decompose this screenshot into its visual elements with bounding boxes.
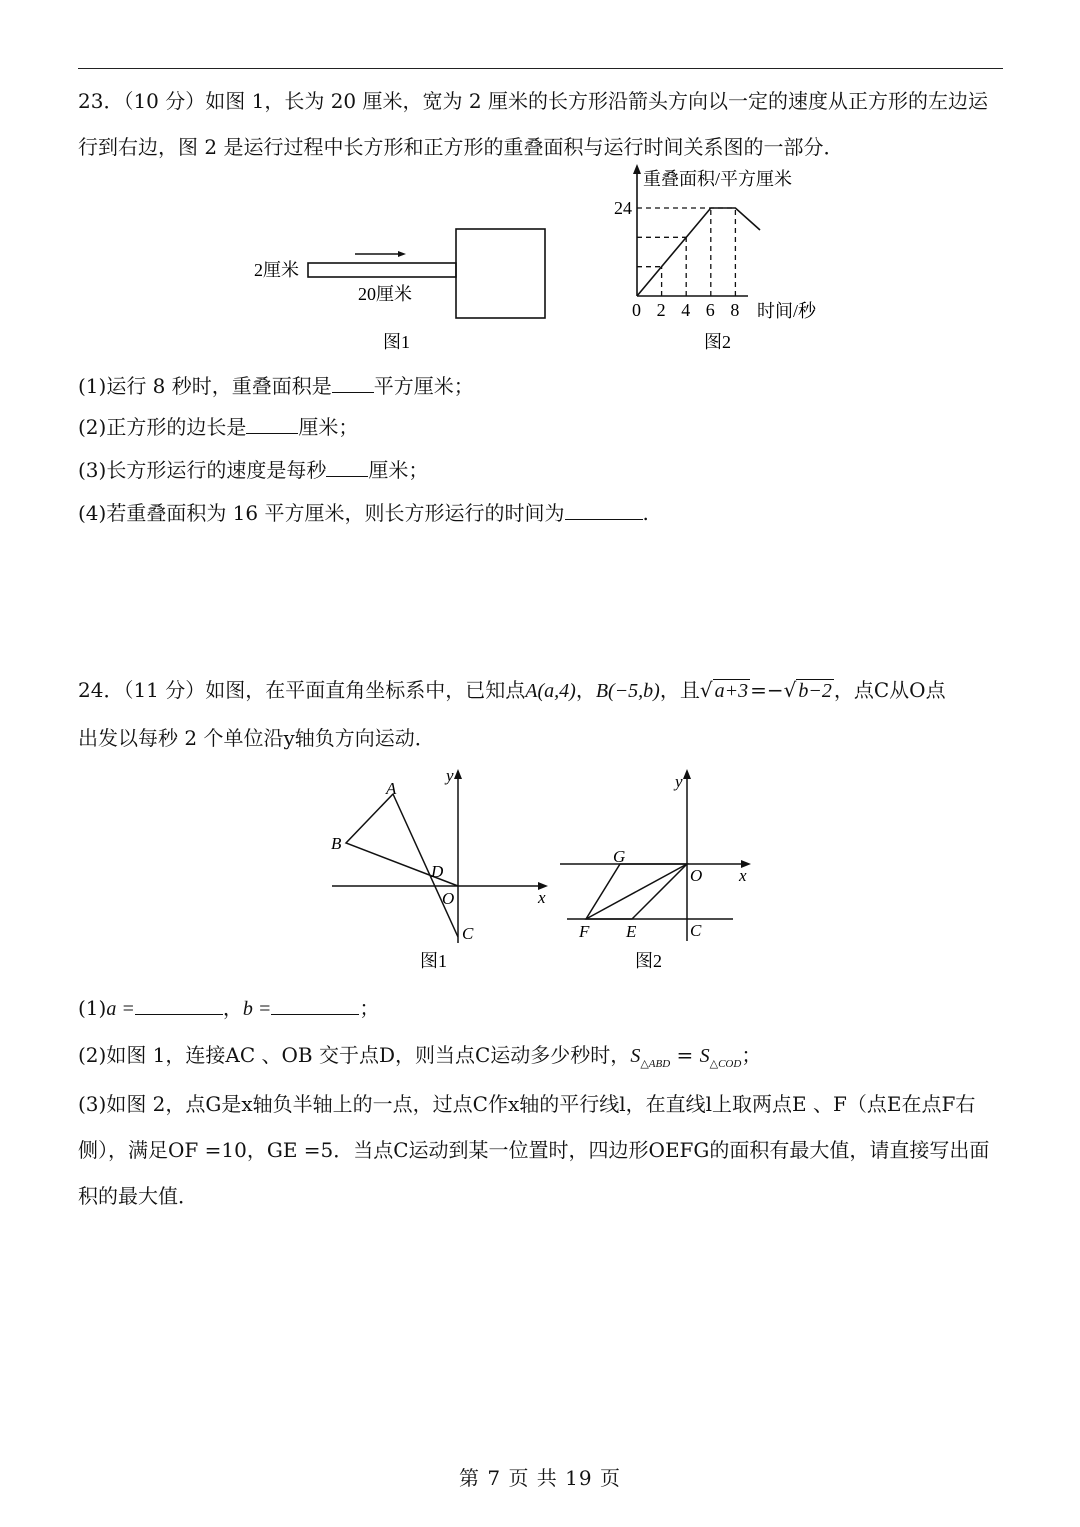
top-rule	[78, 68, 1003, 69]
q24-sub3: (3)如图 2，点G是x轴负半轴上的一点，过点C作x轴的平行线l，在直线l上取两点E 、F（点E在点F右侧），满足OF =10，GE =5．当点C运动到某一位置时，四边形OEFG的面积有最大值，请直接写出面积的最大值．	[78, 1092, 990, 1208]
y-axis-arrow-icon	[633, 164, 641, 174]
label-D: D	[431, 862, 444, 881]
q23-figure-2-chart	[600, 160, 850, 360]
q23-sub1	[78, 370, 474, 399]
q24-stem-b: ，点C从O点	[833, 678, 946, 702]
q23-sub2-text: (2)正方形的边长是	[78, 415, 247, 439]
q24-sub2-end: ；	[741, 1043, 762, 1067]
label-E: E	[626, 922, 637, 941]
q24-sub1-a: a =	[106, 998, 135, 1020]
area-eq: =	[670, 1043, 700, 1067]
q24-fig2-caption: 图2	[635, 951, 662, 971]
y-axis-arrow-icon	[454, 769, 462, 779]
q24-figure-2	[555, 765, 765, 980]
answer-blank[interactable]	[246, 415, 298, 434]
area-s2: S	[699, 1045, 710, 1067]
y-axis-arrow-icon	[683, 769, 691, 779]
label-O: O	[690, 866, 703, 885]
answer-blank[interactable]	[326, 458, 368, 477]
sqrt-expr-1: a+3	[714, 680, 749, 702]
chart-xtick-0: 0	[632, 300, 641, 320]
chart-ytick-24: 24	[614, 198, 632, 218]
sqrt-expr-2: b−2	[798, 680, 832, 702]
page-footer: 第 7 页 共 19 页	[459, 1466, 621, 1490]
q24-sub1	[78, 992, 379, 1021]
area-s2-sub: △COD	[709, 1058, 742, 1070]
rect-width-label: 2厘米	[254, 260, 299, 280]
fig1-caption: 图1	[383, 332, 410, 352]
q24-sub1-end: ；	[359, 996, 380, 1020]
chart-xlabel: 时间/秒	[757, 301, 817, 321]
q23-sub3-text: (3)长方形运行的速度是每秒	[78, 458, 327, 482]
arrow-right-icon	[398, 251, 406, 257]
q24-sub1-num: (1)	[78, 996, 107, 1020]
label-A: A	[386, 779, 397, 798]
area-s1-sub: △ABD	[640, 1058, 671, 1070]
sqrt-sign-icon: √	[783, 678, 797, 702]
answer-blank[interactable]	[565, 501, 643, 520]
label-y: y	[675, 772, 683, 791]
answer-blank[interactable]	[135, 996, 223, 1015]
q24-cond-pre: ，且	[659, 678, 700, 702]
rect-length-label: 20厘米	[358, 284, 412, 304]
equals-neg: =−	[750, 678, 784, 702]
segment-of	[586, 864, 687, 919]
overlap-area-series-line	[637, 208, 760, 296]
q24-stem-a: 24．（11 分）如图，在平面直角坐标系中，已知点	[78, 678, 526, 702]
label-B: B	[331, 834, 342, 853]
q23-sub2	[78, 411, 358, 440]
label-x: x	[739, 866, 747, 885]
sqrt-sign-icon: √	[699, 678, 713, 702]
label-O: O	[442, 889, 455, 908]
q24-sub2	[78, 1039, 761, 1070]
label-G: G	[613, 847, 626, 866]
chart-ylabel: 重叠面积/平方厘米	[643, 169, 793, 189]
answer-blank[interactable]	[332, 374, 374, 393]
q24-figure-1	[320, 765, 560, 980]
q24-sub2-text: (2)如图 1，连接AC 、OB 交于点D，则当点C运动多少秒时，	[78, 1043, 631, 1067]
q23-sub2-unit: 厘米；	[298, 415, 359, 439]
point-b-coord: B(−5,b)	[595, 680, 660, 702]
chart-xtick-4: 4	[681, 300, 691, 320]
q23-sub4	[78, 497, 649, 526]
q23-sub1-text: (1)运行 8 秒时，重叠面积是	[78, 374, 332, 398]
q24-fig1-caption: 图1	[420, 951, 447, 971]
q23-sub3-unit: 厘米；	[368, 458, 429, 482]
label-F: F	[579, 922, 590, 941]
square-shape	[456, 229, 545, 318]
q23-stem: 23．（10 分）如图 1，长为 20 厘米，宽为 2 厘米的长方形沿箭头方向以一定的速度从正方形的左边运行到右边，图 2 是运行过程中长方形和正方形的重叠面积与运行时间关系图的一部分．	[78, 89, 988, 159]
q24-stem-line1: 24．（11 分）如图，在平面直角坐标系中，已知点A(a,4)，B(−5,b)，且√ a+3 =−√ b−2 ，点C从O点	[78, 678, 946, 702]
q23-sub4-end: .	[642, 501, 649, 525]
answer-blank[interactable]	[271, 996, 359, 1015]
q24-sub1-b: b =	[242, 998, 272, 1020]
q24-sub1-sep: ，	[222, 996, 243, 1020]
q23-sub1-unit: 平方厘米；	[373, 374, 474, 398]
label-y: y	[446, 766, 454, 785]
point-a-coord: A(a,4)	[525, 680, 576, 702]
q23-figure-1	[240, 220, 560, 360]
chart-xtick-6: 6	[705, 300, 715, 320]
q23-sub3	[78, 454, 428, 483]
label-x: x	[538, 888, 546, 907]
chart-xtick-8: 8	[730, 300, 740, 320]
label-C: C	[690, 921, 702, 940]
rectangle-shape	[308, 263, 456, 277]
chart-xtick-2: 2	[656, 300, 666, 320]
label-C: C	[462, 924, 474, 943]
q24-stem-c: 出发以每秒 2 个单位沿y轴负方向运动．	[78, 726, 435, 750]
fig2-caption: 图2	[704, 332, 731, 352]
q23-sub4-text: (4)若重叠面积为 16 平方厘米，则长方形运行的时间为	[78, 501, 565, 525]
area-s1: S	[630, 1045, 641, 1067]
